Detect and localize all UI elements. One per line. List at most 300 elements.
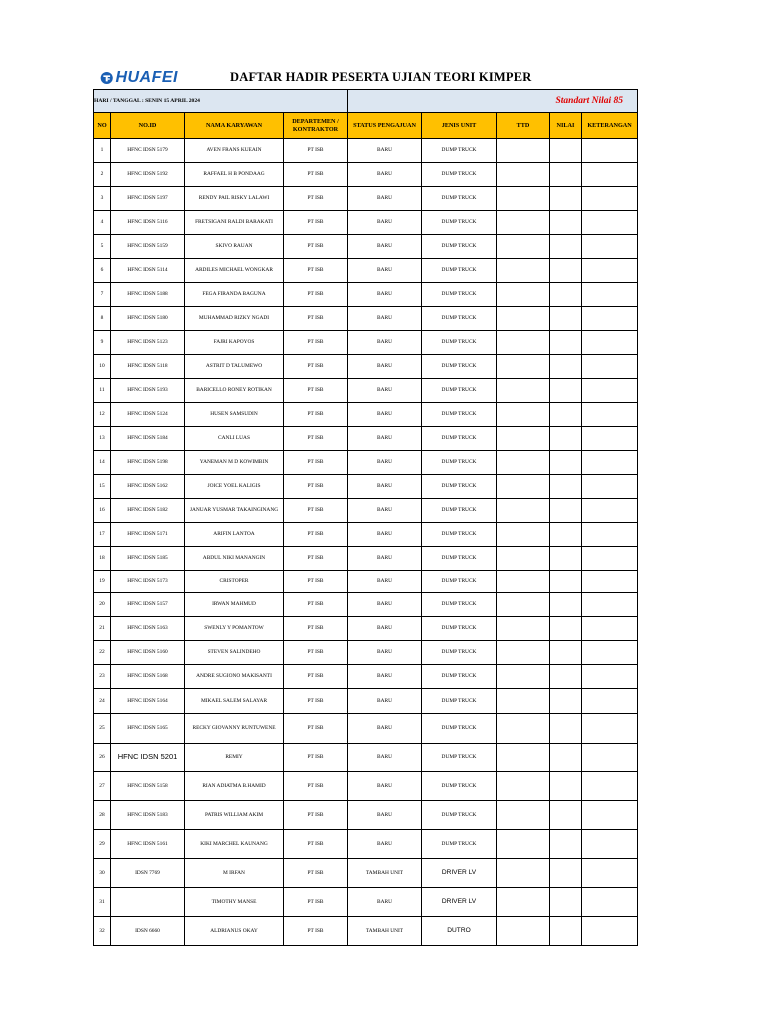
cell-unit: DUMP TRUCK	[422, 427, 497, 451]
cell-signature	[497, 475, 550, 499]
table-row	[94, 830, 638, 859]
cell-name: IRWAN MAHMUD	[185, 593, 284, 617]
cell-unit: DUMP TRUCK	[422, 772, 497, 801]
table-row	[94, 187, 638, 211]
cell-unit: DUMP TRUCK	[422, 689, 497, 714]
cell-department: PT ISB	[284, 859, 348, 888]
company-logo	[100, 67, 178, 89]
cell-name: ABDUL NIKI MANANGIN	[185, 547, 284, 571]
cell-status: BARU	[348, 801, 422, 830]
cell-name: ASTRIT D TALUMEWO	[185, 355, 284, 379]
cell-department: PT ISB	[284, 355, 348, 379]
cell-unit: DUMP TRUCK	[422, 403, 497, 427]
cell-name: SKIVO RAUAN	[185, 235, 284, 259]
cell-score	[550, 888, 582, 917]
cell-score	[550, 139, 582, 163]
cell-no: 24	[94, 689, 111, 714]
cell-department: PT ISB	[284, 163, 348, 187]
cell-id: HFNC IDSN 5192	[111, 163, 185, 187]
cell-status: BARU	[348, 331, 422, 355]
cell-unit: DUMP TRUCK	[422, 641, 497, 665]
cell-unit: DUMP TRUCK	[422, 499, 497, 523]
cell-name: FEGA FIRANDA BAGUNA	[185, 283, 284, 307]
cell-status: BARU	[348, 593, 422, 617]
table-row	[94, 772, 638, 801]
cell-no: 31	[94, 888, 111, 917]
cell-signature	[497, 547, 550, 571]
cell-score	[550, 593, 582, 617]
cell-id: HFNC IDSN 5123	[111, 331, 185, 355]
cell-score	[550, 283, 582, 307]
cell-score	[550, 665, 582, 689]
cell-id: HFNC IDSN 5171	[111, 523, 185, 547]
cell-department: PT ISB	[284, 801, 348, 830]
col-header-name: NAMA KARYAWAN	[185, 113, 284, 139]
table-row	[94, 307, 638, 331]
cell-department: PT ISB	[284, 379, 348, 403]
table-row	[94, 801, 638, 830]
table-row	[94, 499, 638, 523]
cell-score	[550, 235, 582, 259]
cell-no: 26	[94, 744, 111, 772]
cell-name: FAJRI KAPOYOS	[185, 331, 284, 355]
cell-signature	[497, 641, 550, 665]
cell-remarks	[582, 917, 638, 946]
cell-no: 23	[94, 665, 111, 689]
cell-unit: DRIVER LV	[422, 859, 497, 888]
cell-unit: DUMP TRUCK	[422, 665, 497, 689]
cell-unit: DUMP TRUCK	[422, 259, 497, 283]
table-row	[94, 427, 638, 451]
cell-status: BARU	[348, 187, 422, 211]
cell-signature	[497, 187, 550, 211]
cell-score	[550, 163, 582, 187]
cell-department: PT ISB	[284, 641, 348, 665]
cell-score	[550, 427, 582, 451]
cell-signature	[497, 499, 550, 523]
cell-no: 11	[94, 379, 111, 403]
cell-unit: DUMP TRUCK	[422, 187, 497, 211]
date-label: HARI / TANGGAL : SENIN 15 APRIL 2024	[94, 90, 348, 113]
cell-name: STEVEN SALINDEHO	[185, 641, 284, 665]
cell-score	[550, 830, 582, 859]
cell-score	[550, 917, 582, 946]
cell-status: BARU	[348, 235, 422, 259]
cell-status: BARU	[348, 641, 422, 665]
cell-department: PT ISB	[284, 499, 348, 523]
cell-department: PT ISB	[284, 139, 348, 163]
table-row	[94, 571, 638, 593]
cell-no: 18	[94, 547, 111, 571]
cell-id: HFNC IDSN 5124	[111, 403, 185, 427]
cell-no: 12	[94, 403, 111, 427]
cell-name: PATRIS WILLIAM AKIM	[185, 801, 284, 830]
table-row	[94, 744, 638, 772]
cell-score	[550, 547, 582, 571]
cell-no: 16	[94, 499, 111, 523]
cell-remarks	[582, 593, 638, 617]
cell-no: 1	[94, 139, 111, 163]
cell-no: 13	[94, 427, 111, 451]
cell-remarks	[582, 403, 638, 427]
cell-signature	[497, 331, 550, 355]
cell-score	[550, 523, 582, 547]
cell-id: HFNC IDSN 5116	[111, 211, 185, 235]
cell-id: IDSN 7769	[111, 859, 185, 888]
cell-remarks	[582, 211, 638, 235]
cell-name: MUHAMMAD RIZKY NGADI	[185, 307, 284, 331]
cell-status: BARU	[348, 499, 422, 523]
cell-unit: DUMP TRUCK	[422, 571, 497, 593]
cell-signature	[497, 211, 550, 235]
cell-unit: DUMP TRUCK	[422, 744, 497, 772]
table-row	[94, 859, 638, 888]
cell-unit: DUMP TRUCK	[422, 617, 497, 641]
cell-id: HFNC IDSN 5159	[111, 235, 185, 259]
cell-signature	[497, 772, 550, 801]
cell-name: ALDRIANUS OKAY	[185, 917, 284, 946]
cell-department: PT ISB	[284, 689, 348, 714]
cell-remarks	[582, 139, 638, 163]
cell-remarks	[582, 235, 638, 259]
cell-signature	[497, 571, 550, 593]
cell-remarks	[582, 163, 638, 187]
table-row	[94, 641, 638, 665]
cell-id: HFNC IDSN 5188	[111, 283, 185, 307]
cell-score	[550, 475, 582, 499]
cell-signature	[497, 801, 550, 830]
cell-status: BARU	[348, 714, 422, 744]
cell-no: 21	[94, 617, 111, 641]
cell-status: BARU	[348, 888, 422, 917]
cell-score	[550, 259, 582, 283]
table-row	[94, 139, 638, 163]
col-header-signature: TTD	[497, 113, 550, 139]
cell-remarks	[582, 379, 638, 403]
cell-remarks	[582, 547, 638, 571]
cell-department: PT ISB	[284, 714, 348, 744]
cell-score	[550, 641, 582, 665]
table-row	[94, 283, 638, 307]
cell-score	[550, 451, 582, 475]
cell-department: PT ISB	[284, 331, 348, 355]
cell-remarks	[582, 641, 638, 665]
table-row	[94, 235, 638, 259]
table-row	[94, 523, 638, 547]
cell-no: 14	[94, 451, 111, 475]
cell-unit: DUMP TRUCK	[422, 475, 497, 499]
cell-unit: DUMP TRUCK	[422, 211, 497, 235]
cell-name: CRISTOPER	[185, 571, 284, 593]
cell-id: HFNC IDSN 5160	[111, 641, 185, 665]
cell-department: PT ISB	[284, 547, 348, 571]
cell-signature	[497, 283, 550, 307]
cell-name: RENDY PAIL RISKY LALAWI	[185, 187, 284, 211]
cell-department: PT ISB	[284, 235, 348, 259]
cell-id: HFNC IDSN 5173	[111, 571, 185, 593]
cell-no: 5	[94, 235, 111, 259]
cell-signature	[497, 744, 550, 772]
cell-no: 15	[94, 475, 111, 499]
cell-status: BARU	[348, 523, 422, 547]
cell-department: PT ISB	[284, 571, 348, 593]
cell-department: PT ISB	[284, 830, 348, 859]
cell-name: RAFFAEL H B PONDAAG	[185, 163, 284, 187]
table-row	[94, 689, 638, 714]
table-row	[94, 211, 638, 235]
cell-id: HFNC IDSN 5182	[111, 499, 185, 523]
standard-score-label: Standart Nilai 85	[348, 90, 638, 113]
cell-unit: DUMP TRUCK	[422, 593, 497, 617]
cell-remarks	[582, 772, 638, 801]
cell-id: HFNC IDSN 5114	[111, 259, 185, 283]
cell-status: BARU	[348, 163, 422, 187]
cell-name: M IRFAN	[185, 859, 284, 888]
cell-score	[550, 617, 582, 641]
cell-id: HFNC IDSN 5164	[111, 689, 185, 714]
cell-no: 8	[94, 307, 111, 331]
cell-signature	[497, 379, 550, 403]
cell-signature	[497, 888, 550, 917]
cell-no: 2	[94, 163, 111, 187]
cell-no: 25	[94, 714, 111, 744]
cell-remarks	[582, 523, 638, 547]
cell-id: HFNC IDSN 5198	[111, 451, 185, 475]
cell-remarks	[582, 355, 638, 379]
cell-score	[550, 331, 582, 355]
cell-department: PT ISB	[284, 451, 348, 475]
cell-id	[111, 888, 185, 917]
cell-department: PT ISB	[284, 888, 348, 917]
cell-status: BARU	[348, 355, 422, 379]
cell-signature	[497, 235, 550, 259]
cell-remarks	[582, 830, 638, 859]
cell-status: BARU	[348, 451, 422, 475]
cell-signature	[497, 593, 550, 617]
cell-remarks	[582, 331, 638, 355]
cell-unit: DUMP TRUCK	[422, 139, 497, 163]
cell-name: MIKAEL SALEM SALAYAR	[185, 689, 284, 714]
cell-no: 27	[94, 772, 111, 801]
cell-department: PT ISB	[284, 617, 348, 641]
cell-no: 10	[94, 355, 111, 379]
cell-no: 30	[94, 859, 111, 888]
cell-name: CANLI LUAS	[185, 427, 284, 451]
cell-status: BARU	[348, 571, 422, 593]
cell-signature	[497, 403, 550, 427]
cell-department: PT ISB	[284, 523, 348, 547]
cell-remarks	[582, 499, 638, 523]
huafei-logo-icon	[100, 68, 113, 88]
cell-id: HFNC IDSN 5168	[111, 665, 185, 689]
table-row	[94, 917, 638, 946]
cell-signature	[497, 139, 550, 163]
cell-department: PT ISB	[284, 772, 348, 801]
table-row	[94, 331, 638, 355]
cell-score	[550, 772, 582, 801]
cell-name: YANEMAN M D KOWIMBIN	[185, 451, 284, 475]
col-header-department: DEPARTEMEN / KONTRAKTOR	[284, 113, 348, 139]
cell-signature	[497, 355, 550, 379]
cell-department: PT ISB	[284, 283, 348, 307]
cell-no: 20	[94, 593, 111, 617]
cell-id: HFNC IDSN 5184	[111, 427, 185, 451]
cell-status: BARU	[348, 307, 422, 331]
cell-status: BARU	[348, 744, 422, 772]
col-header-unit: JENIS UNIT	[422, 113, 497, 139]
cell-no: 17	[94, 523, 111, 547]
cell-department: PT ISB	[284, 665, 348, 689]
cell-unit: DUTRO	[422, 917, 497, 946]
cell-signature	[497, 163, 550, 187]
cell-signature	[497, 427, 550, 451]
cell-id: HFNC IDSN 5179	[111, 139, 185, 163]
table-row	[94, 355, 638, 379]
cell-status: BARU	[348, 139, 422, 163]
col-header-score: NILAI	[550, 113, 582, 139]
cell-name: ANDRE SUGIONO MAKISANTI	[185, 665, 284, 689]
cell-unit: DUMP TRUCK	[422, 307, 497, 331]
cell-status: BARU	[348, 547, 422, 571]
cell-unit: DUMP TRUCK	[422, 523, 497, 547]
cell-status: BARU	[348, 403, 422, 427]
cell-id: HFNC IDSN 5197	[111, 187, 185, 211]
cell-unit: DUMP TRUCK	[422, 547, 497, 571]
cell-score	[550, 689, 582, 714]
cell-department: PT ISB	[284, 744, 348, 772]
cell-department: PT ISB	[284, 307, 348, 331]
cell-remarks	[582, 259, 638, 283]
cell-status: BARU	[348, 283, 422, 307]
cell-no: 19	[94, 571, 111, 593]
cell-id: HFNC IDSN 5185	[111, 547, 185, 571]
col-header-remarks: KETERANGAN	[582, 113, 638, 139]
cell-remarks	[582, 744, 638, 772]
cell-id: HFNC IDSN 5165	[111, 714, 185, 744]
cell-unit: DUMP TRUCK	[422, 830, 497, 859]
cell-remarks	[582, 714, 638, 744]
cell-score	[550, 187, 582, 211]
col-header-id: NO.ID	[111, 113, 185, 139]
cell-status: BARU	[348, 830, 422, 859]
cell-score	[550, 499, 582, 523]
cell-id: IDSN 6660	[111, 917, 185, 946]
cell-remarks	[582, 475, 638, 499]
cell-signature	[497, 714, 550, 744]
cell-score	[550, 714, 582, 744]
cell-department: PT ISB	[284, 211, 348, 235]
table-row	[94, 617, 638, 641]
cell-score	[550, 744, 582, 772]
cell-name: AVEN FRANS KUEAIN	[185, 139, 284, 163]
cell-signature	[497, 259, 550, 283]
table-row	[94, 547, 638, 571]
cell-status: BARU	[348, 259, 422, 283]
cell-status: BARU	[348, 379, 422, 403]
cell-remarks	[582, 451, 638, 475]
table-row	[94, 665, 638, 689]
cell-unit: DUMP TRUCK	[422, 283, 497, 307]
cell-name: RIAN ADIATMA B.HAMID	[185, 772, 284, 801]
cell-no: 3	[94, 187, 111, 211]
cell-status: TAMBAH UNIT	[348, 859, 422, 888]
table-row	[94, 714, 638, 744]
cell-no: 29	[94, 830, 111, 859]
cell-name: FRETSIGANI RALDI BARAKATI	[185, 211, 284, 235]
cell-name: KIKI MARCHEL KAUNANG	[185, 830, 284, 859]
cell-department: PT ISB	[284, 187, 348, 211]
cell-signature	[497, 830, 550, 859]
cell-department: PT ISB	[284, 259, 348, 283]
cell-unit: DUMP TRUCK	[422, 163, 497, 187]
cell-remarks	[582, 283, 638, 307]
cell-name: ARDILES MICHAEL WONGKAR	[185, 259, 284, 283]
cell-status: BARU	[348, 427, 422, 451]
cell-no: 9	[94, 331, 111, 355]
cell-status: BARU	[348, 665, 422, 689]
cell-remarks	[582, 571, 638, 593]
cell-signature	[497, 451, 550, 475]
cell-name: REMIY	[185, 744, 284, 772]
cell-department: PT ISB	[284, 403, 348, 427]
cell-score	[550, 211, 582, 235]
attendance-table	[93, 89, 638, 946]
cell-score	[550, 355, 582, 379]
cell-remarks	[582, 888, 638, 917]
cell-id: HFNC IDSN 5157	[111, 593, 185, 617]
table-row	[94, 593, 638, 617]
table-row	[94, 403, 638, 427]
cell-department: PT ISB	[284, 475, 348, 499]
table-row	[94, 379, 638, 403]
cell-id: HFNC IDSN 5118	[111, 355, 185, 379]
cell-unit: DRIVER LV	[422, 888, 497, 917]
cell-name: RECKY GIOVANNY RUNTUWENE	[185, 714, 284, 744]
cell-signature	[497, 859, 550, 888]
cell-signature	[497, 689, 550, 714]
cell-no: 4	[94, 211, 111, 235]
cell-department: PT ISB	[284, 427, 348, 451]
cell-id: HFNC IDSN 5193	[111, 379, 185, 403]
cell-remarks	[582, 427, 638, 451]
cell-name: TIMOTHY MANSE	[185, 888, 284, 917]
cell-signature	[497, 665, 550, 689]
cell-name: JOICE YOEL KALIGIS	[185, 475, 284, 499]
cell-remarks	[582, 307, 638, 331]
cell-signature	[497, 523, 550, 547]
cell-no: 32	[94, 917, 111, 946]
cell-status: BARU	[348, 211, 422, 235]
logo-text: HUAFEI	[115, 69, 178, 86]
cell-status: BARU	[348, 617, 422, 641]
cell-no: 22	[94, 641, 111, 665]
cell-score	[550, 403, 582, 427]
cell-id: HFNC IDSN 5162	[111, 475, 185, 499]
cell-remarks	[582, 859, 638, 888]
cell-status: BARU	[348, 689, 422, 714]
cell-department: PT ISB	[284, 593, 348, 617]
col-header-no: NO	[94, 113, 111, 139]
cell-remarks	[582, 665, 638, 689]
cell-score	[550, 379, 582, 403]
cell-no: 6	[94, 259, 111, 283]
cell-remarks	[582, 801, 638, 830]
cell-signature	[497, 307, 550, 331]
cell-remarks	[582, 617, 638, 641]
header-row	[94, 113, 638, 139]
cell-score	[550, 801, 582, 830]
cell-unit: DUMP TRUCK	[422, 379, 497, 403]
